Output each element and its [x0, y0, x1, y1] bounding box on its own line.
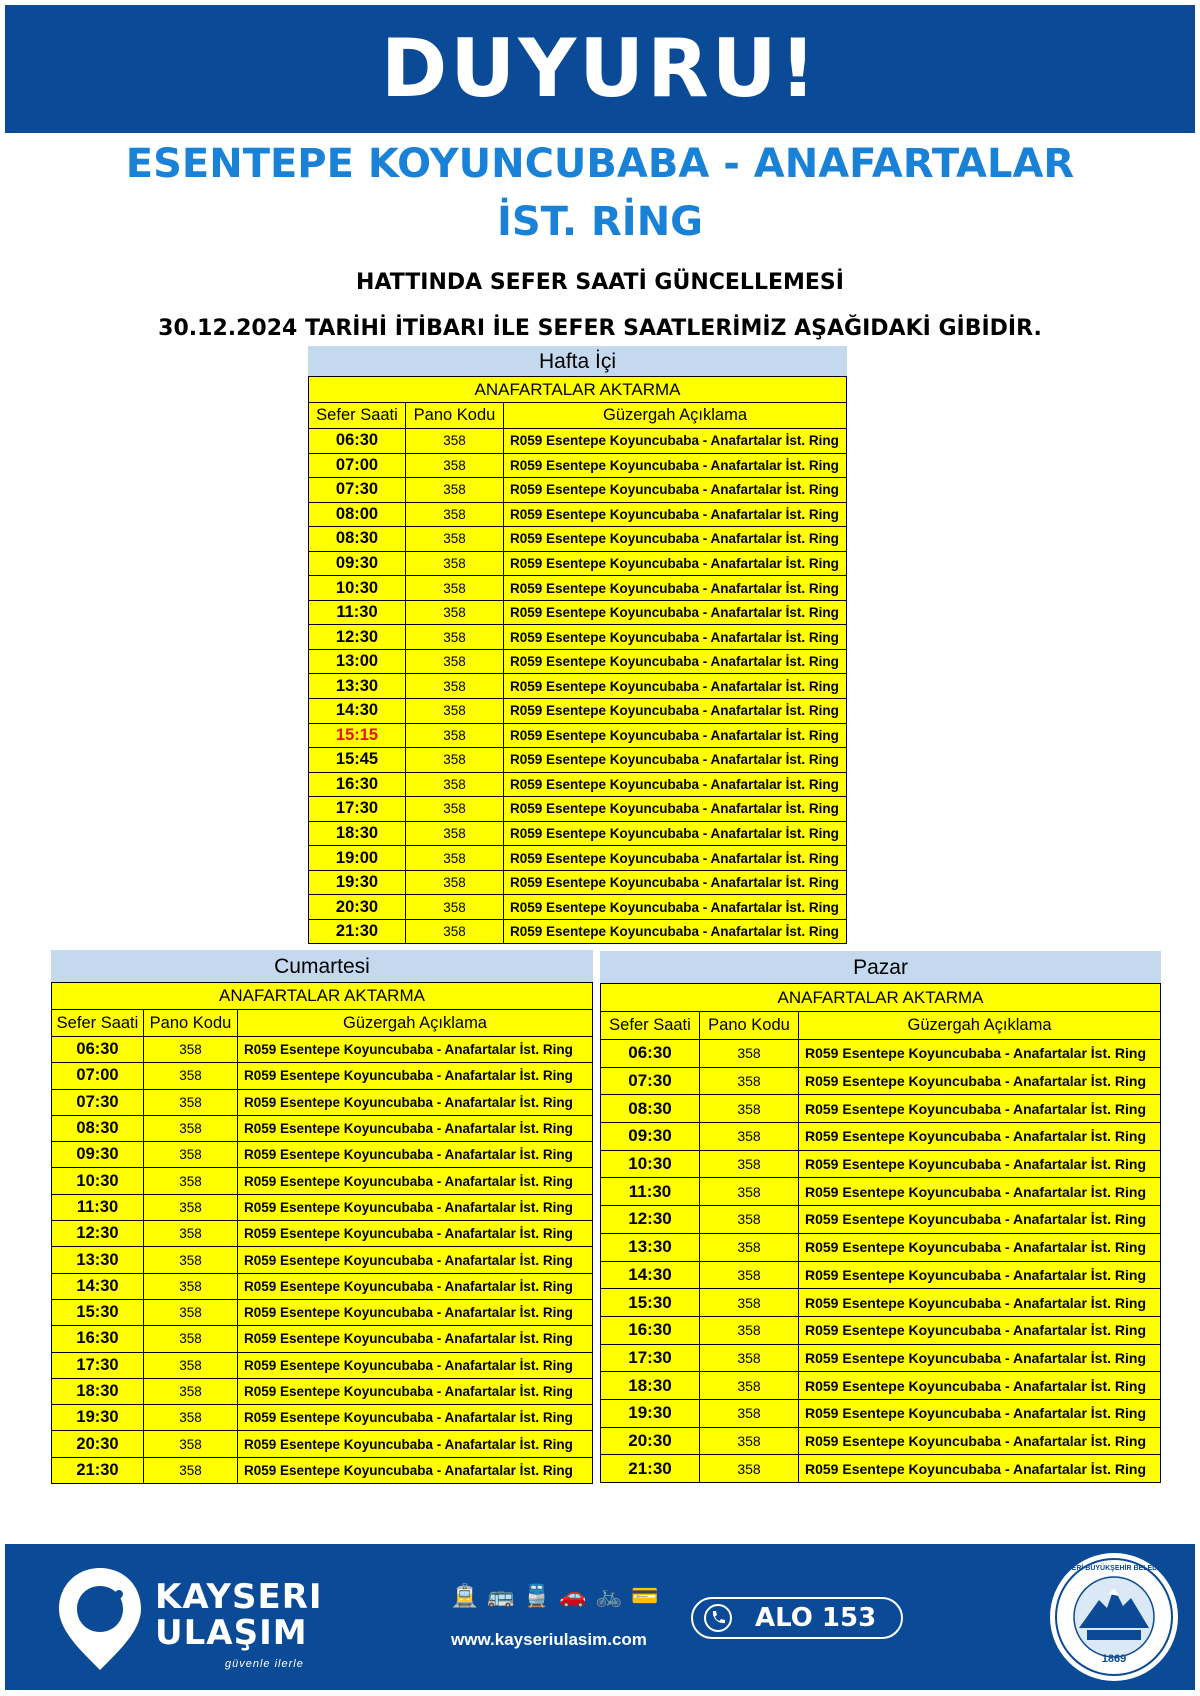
departure-time: 20:30 [52, 1431, 144, 1457]
panel-code: 358 [406, 478, 504, 503]
table-day-title: Hafta İçi [309, 347, 847, 377]
route-description: R059 Esentepe Koyuncubaba - Anafartalar İst. Ring [504, 797, 847, 822]
departure-time: 19:30 [309, 870, 406, 895]
panel-code: 358 [700, 1455, 799, 1483]
panel-code: 358 [406, 895, 504, 920]
table-row [52, 1221, 593, 1247]
panel-code: 358 [144, 1457, 238, 1483]
route-description: R059 Esentepe Koyuncubaba - Anafartalar İst. Ring [799, 1095, 1161, 1123]
weekday-timetable [308, 346, 847, 944]
departure-time: 17:30 [601, 1344, 700, 1372]
route-description: R059 Esentepe Koyuncubaba - Anafartalar İst. Ring [799, 1427, 1161, 1455]
table-row [601, 1316, 1161, 1344]
table-row [309, 551, 847, 576]
route-description: R059 Esentepe Koyuncubaba - Anafartalar İst. Ring [504, 625, 847, 650]
route-description: R059 Esentepe Koyuncubaba - Anafartalar İst. Ring [504, 895, 847, 920]
route-description: R059 Esentepe Koyuncubaba - Anafartalar İst. Ring [504, 576, 847, 601]
departure-time: 16:30 [309, 772, 406, 797]
table-day-title: Cumartesi [52, 951, 593, 983]
saturday-timetable [51, 950, 593, 1484]
departure-time: 07:00 [309, 453, 406, 478]
departure-time: 19:30 [601, 1399, 700, 1427]
panel-code: 358 [700, 1206, 799, 1234]
route-description: R059 Esentepe Koyuncubaba - Anafartalar İst. Ring [504, 723, 847, 748]
departure-time: 09:30 [601, 1123, 700, 1151]
column-header-code: Pano Kodu [406, 403, 504, 429]
route-description: R059 Esentepe Koyuncubaba - Anafartalar İst. Ring [799, 1372, 1161, 1400]
table-row [52, 1352, 593, 1378]
panel-code: 358 [144, 1063, 238, 1089]
route-description: R059 Esentepe Koyuncubaba - Anafartalar İst. Ring [238, 1326, 593, 1352]
route-description: R059 Esentepe Koyuncubaba - Anafartalar İst. Ring [238, 1142, 593, 1168]
departure-time: 13:30 [52, 1247, 144, 1273]
departure-time: 15:30 [601, 1289, 700, 1317]
departure-time: 10:30 [601, 1150, 700, 1178]
route-description: R059 Esentepe Koyuncubaba - Anafartalar İst. Ring [504, 551, 847, 576]
column-header-route: Güzergah Açıklama [504, 403, 847, 429]
table-row [309, 674, 847, 699]
municipality-seal-icon [1047, 1550, 1181, 1684]
departure-time: 07:00 [52, 1063, 144, 1089]
route-description: R059 Esentepe Koyuncubaba - Anafartalar İst. Ring [799, 1123, 1161, 1151]
departure-time: 09:30 [52, 1142, 144, 1168]
panel-code: 358 [144, 1431, 238, 1457]
panel-code: 358 [406, 699, 504, 724]
route-description: R059 Esentepe Koyuncubaba - Anafartalar İst. Ring [238, 1457, 593, 1483]
panel-code: 358 [700, 1178, 799, 1206]
route-title-line1: ESENTEPE KOYUNCUBABA - ANAFARTALAR [125, 141, 1075, 187]
route-description: R059 Esentepe Koyuncubaba - Anafartalar İst. Ring [238, 1247, 593, 1273]
panel-code: 358 [144, 1352, 238, 1378]
route-description: R059 Esentepe Koyuncubaba - Anafartalar İst. Ring [504, 748, 847, 773]
panel-code: 358 [700, 1150, 799, 1178]
route-description: R059 Esentepe Koyuncubaba - Anafartalar İst. Ring [238, 1168, 593, 1194]
departure-time: 19:00 [309, 846, 406, 871]
panel-code: 358 [406, 453, 504, 478]
table-row [52, 1063, 593, 1089]
table-row [309, 699, 847, 724]
seal-text: KAYSERİ BÜYÜKŞEHİR BELEDİYESİ [1052, 1565, 1176, 1572]
table-row [309, 649, 847, 674]
panel-code: 358 [406, 870, 504, 895]
table-row [309, 797, 847, 822]
footer-banner [5, 1544, 1195, 1690]
panel-code: 358 [406, 600, 504, 625]
table-day-title: Pazar [601, 952, 1161, 984]
route-description: R059 Esentepe Koyuncubaba - Anafartalar İst. Ring [799, 1316, 1161, 1344]
departure-time: 08:30 [601, 1095, 700, 1123]
departure-time: 13:30 [601, 1233, 700, 1261]
rail-icon: 🚆 [523, 1583, 551, 1608]
route-description: R059 Esentepe Koyuncubaba - Anafartalar İst. Ring [238, 1221, 593, 1247]
route-description: R059 Esentepe Koyuncubaba - Anafartalar İst. Ring [799, 1399, 1161, 1427]
departure-time: 18:30 [52, 1378, 144, 1404]
departure-time: 15:45 [309, 748, 406, 773]
table-row [601, 1233, 1161, 1261]
column-header-route: Güzergah Açıklama [238, 1010, 593, 1037]
table-row [52, 1115, 593, 1141]
departure-time: 11:30 [601, 1178, 700, 1206]
departure-time: 09:30 [309, 551, 406, 576]
departure-time: 15:15 [309, 723, 406, 748]
table-row [52, 1247, 593, 1273]
panel-code: 358 [144, 1326, 238, 1352]
departure-time: 06:30 [52, 1037, 144, 1063]
table-row [52, 1457, 593, 1483]
column-header-time: Sefer Saati [309, 403, 406, 429]
table-row [52, 1299, 593, 1325]
panel-code: 358 [406, 772, 504, 797]
column-header-code: Pano Kodu [144, 1010, 238, 1037]
departure-time: 10:30 [309, 576, 406, 601]
departure-time: 19:30 [52, 1405, 144, 1431]
panel-code: 358 [406, 502, 504, 527]
route-description: R059 Esentepe Koyuncubaba - Anafartalar İst. Ring [504, 846, 847, 871]
departure-time: 07:30 [309, 478, 406, 503]
table-row [52, 1194, 593, 1220]
departure-time: 14:30 [309, 699, 406, 724]
departure-time: 08:00 [309, 502, 406, 527]
table-row [52, 1378, 593, 1404]
parking-car-icon: 🚗 [559, 1583, 587, 1608]
departure-time: 20:30 [601, 1427, 700, 1455]
hotline-badge[interactable] [691, 1597, 903, 1639]
table-row [309, 870, 847, 895]
departure-time: 07:30 [52, 1089, 144, 1115]
table-stop-title: ANAFARTALAR AKTARMA [52, 983, 593, 1010]
table-row [309, 429, 847, 454]
table-row [309, 723, 847, 748]
panel-code: 358 [700, 1095, 799, 1123]
column-header-time: Sefer Saati [601, 1012, 700, 1040]
route-title-line2: İST. RİNG [496, 199, 703, 245]
table-row [309, 919, 847, 944]
route-description: R059 Esentepe Koyuncubaba - Anafartalar İst. Ring [504, 600, 847, 625]
table-row [309, 846, 847, 871]
panel-code: 358 [700, 1040, 799, 1068]
announcement-title: DUYURU! [380, 22, 820, 115]
table-row [52, 1089, 593, 1115]
panel-code: 358 [700, 1261, 799, 1289]
panel-code: 358 [406, 625, 504, 650]
departure-time: 11:30 [52, 1194, 144, 1220]
panel-code: 358 [700, 1399, 799, 1427]
departure-time: 10:30 [52, 1168, 144, 1194]
table-row [601, 1123, 1161, 1151]
panel-code: 358 [700, 1067, 799, 1095]
route-description: R059 Esentepe Koyuncubaba - Anafartalar İst. Ring [799, 1344, 1161, 1372]
table-row [601, 1150, 1161, 1178]
table-row [601, 1289, 1161, 1317]
location-pin-logo-icon [55, 1564, 145, 1674]
route-description: R059 Esentepe Koyuncubaba - Anafartalar İst. Ring [238, 1273, 593, 1299]
table-row [52, 1037, 593, 1063]
table-row [309, 772, 847, 797]
effective-date-notice: 30.12.2024 TARİHİ İTİBARI İLE SEFER SAATLERİMİZ AŞAĞIDAKİ GİBİDİR. [158, 316, 1042, 341]
panel-code: 358 [144, 1168, 238, 1194]
departure-time: 08:30 [309, 527, 406, 552]
route-description: R059 Esentepe Koyuncubaba - Anafartalar İst. Ring [238, 1299, 593, 1325]
departure-time: 06:30 [309, 429, 406, 454]
table-row [309, 478, 847, 503]
panel-code: 358 [144, 1378, 238, 1404]
route-description: R059 Esentepe Koyuncubaba - Anafartalar İst. Ring [504, 772, 847, 797]
panel-code: 358 [406, 821, 504, 846]
route-description: R059 Esentepe Koyuncubaba - Anafartalar İst. Ring [799, 1206, 1161, 1234]
departure-time: 16:30 [601, 1316, 700, 1344]
route-description: R059 Esentepe Koyuncubaba - Anafartalar İst. Ring [504, 453, 847, 478]
table-stop-title: ANAFARTALAR AKTARMA [601, 984, 1161, 1012]
column-header-route: Güzergah Açıklama [799, 1012, 1161, 1040]
departure-time: 17:30 [309, 797, 406, 822]
table-row [52, 1431, 593, 1457]
table-row [52, 1405, 593, 1431]
route-description: R059 Esentepe Koyuncubaba - Anafartalar İst. Ring [504, 527, 847, 552]
departure-time: 06:30 [601, 1040, 700, 1068]
table-row [601, 1206, 1161, 1234]
tram-icon: 🚊 [451, 1583, 479, 1608]
table-row [309, 576, 847, 601]
route-description: R059 Esentepe Koyuncubaba - Anafartalar İst. Ring [799, 1261, 1161, 1289]
table-row [309, 625, 847, 650]
route-description: R059 Esentepe Koyuncubaba - Anafartalar İst. Ring [799, 1178, 1161, 1206]
table-row [601, 1040, 1161, 1068]
panel-code: 358 [700, 1427, 799, 1455]
panel-code: 358 [144, 1037, 238, 1063]
route-description: R059 Esentepe Koyuncubaba - Anafartalar İst. Ring [504, 699, 847, 724]
departure-time: 16:30 [52, 1326, 144, 1352]
bicycle-icon: 🚲 [595, 1583, 623, 1608]
departure-time: 21:30 [601, 1455, 700, 1483]
route-description: R059 Esentepe Koyuncubaba - Anafartalar İst. Ring [238, 1405, 593, 1431]
panel-code: 358 [700, 1316, 799, 1344]
transport-icons [451, 1582, 659, 1610]
panel-code: 358 [144, 1194, 238, 1220]
panel-code: 358 [406, 429, 504, 454]
route-description: R059 Esentepe Koyuncubaba - Anafartalar İst. Ring [504, 649, 847, 674]
route-description: R059 Esentepe Koyuncubaba - Anafartalar İst. Ring [504, 478, 847, 503]
table-row [52, 1142, 593, 1168]
hotline-number: ALO 153 [755, 1603, 877, 1633]
route-description: R059 Esentepe Koyuncubaba - Anafartalar İst. Ring [799, 1150, 1161, 1178]
panel-code: 358 [406, 551, 504, 576]
departure-time: 17:30 [52, 1352, 144, 1378]
column-header-code: Pano Kodu [700, 1012, 799, 1040]
departure-time: 12:30 [309, 625, 406, 650]
route-description: R059 Esentepe Koyuncubaba - Anafartalar İst. Ring [238, 1431, 593, 1457]
table-row [601, 1095, 1161, 1123]
table-row [601, 1344, 1161, 1372]
brand-name-line2: ULAŞIM [155, 1613, 308, 1653]
panel-code: 358 [406, 846, 504, 871]
route-description: R059 Esentepe Koyuncubaba - Anafartalar İst. Ring [799, 1455, 1161, 1483]
route-description: R059 Esentepe Koyuncubaba - Anafartalar İst. Ring [504, 870, 847, 895]
phone-icon [703, 1603, 733, 1633]
update-subtitle: HATTINDA SEFER SAATİ GÜNCELLEMESİ [356, 270, 844, 295]
route-description: R059 Esentepe Koyuncubaba - Anafartalar İst. Ring [238, 1352, 593, 1378]
departure-time: 07:30 [601, 1067, 700, 1095]
table-row [309, 895, 847, 920]
table-row [309, 600, 847, 625]
table-row [309, 453, 847, 478]
panel-code: 358 [406, 576, 504, 601]
departure-time: 14:30 [601, 1261, 700, 1289]
route-description: R059 Esentepe Koyuncubaba - Anafartalar İst. Ring [799, 1289, 1161, 1317]
panel-code: 358 [406, 748, 504, 773]
departure-time: 12:30 [52, 1221, 144, 1247]
table-row [52, 1168, 593, 1194]
route-description: R059 Esentepe Koyuncubaba - Anafartalar İst. Ring [504, 821, 847, 846]
route-description: R059 Esentepe Koyuncubaba - Anafartalar İst. Ring [799, 1040, 1161, 1068]
route-description: R059 Esentepe Koyuncubaba - Anafartalar İst. Ring [504, 429, 847, 454]
departure-time: 13:00 [309, 649, 406, 674]
panel-code: 358 [144, 1115, 238, 1141]
table-row [309, 821, 847, 846]
card-icon: 💳 [631, 1583, 659, 1608]
panel-code: 358 [700, 1233, 799, 1261]
panel-code: 358 [144, 1221, 238, 1247]
table-row [601, 1261, 1161, 1289]
table-row [309, 527, 847, 552]
table-row [309, 502, 847, 527]
panel-code: 358 [144, 1273, 238, 1299]
seal-year: 1869 [1101, 1653, 1127, 1665]
panel-code: 358 [406, 723, 504, 748]
departure-time: 12:30 [601, 1206, 700, 1234]
table-row [52, 1273, 593, 1299]
table-row [309, 748, 847, 773]
brand-name-line1: KAYSERI [155, 1577, 323, 1617]
route-description: R059 Esentepe Koyuncubaba - Anafartalar İst. Ring [504, 674, 847, 699]
panel-code: 358 [144, 1247, 238, 1273]
departure-time: 15:30 [52, 1299, 144, 1325]
table-row [601, 1067, 1161, 1095]
sunday-timetable [600, 951, 1161, 1483]
bus-icon: 🚌 [487, 1583, 515, 1608]
table-row [601, 1178, 1161, 1206]
route-description: R059 Esentepe Koyuncubaba - Anafartalar İst. Ring [504, 919, 847, 944]
panel-code: 358 [406, 527, 504, 552]
departure-time: 18:30 [309, 821, 406, 846]
departure-time: 11:30 [309, 600, 406, 625]
panel-code: 358 [406, 674, 504, 699]
panel-code: 358 [700, 1344, 799, 1372]
route-description: R059 Esentepe Koyuncubaba - Anafartalar İst. Ring [238, 1037, 593, 1063]
table-row [601, 1372, 1161, 1400]
departure-time: 21:30 [309, 919, 406, 944]
panel-code: 358 [700, 1123, 799, 1151]
panel-code: 358 [144, 1405, 238, 1431]
route-description: R059 Esentepe Koyuncubaba - Anafartalar İst. Ring [504, 502, 847, 527]
departure-time: 13:30 [309, 674, 406, 699]
panel-code: 358 [406, 649, 504, 674]
top-banner [5, 5, 1195, 133]
route-description: R059 Esentepe Koyuncubaba - Anafartalar İst. Ring [799, 1233, 1161, 1261]
panel-code: 358 [700, 1372, 799, 1400]
departure-time: 18:30 [601, 1372, 700, 1400]
route-description: R059 Esentepe Koyuncubaba - Anafartalar İst. Ring [238, 1378, 593, 1404]
panel-code: 358 [144, 1299, 238, 1325]
website-link[interactable]: www.kayseriulasim.com [451, 1630, 647, 1649]
table-stop-title: ANAFARTALAR AKTARMA [309, 377, 847, 403]
departure-time: 20:30 [309, 895, 406, 920]
route-description: R059 Esentepe Koyuncubaba - Anafartalar İst. Ring [238, 1194, 593, 1220]
departure-time: 21:30 [52, 1457, 144, 1483]
panel-code: 358 [144, 1142, 238, 1168]
table-row [52, 1326, 593, 1352]
column-header-time: Sefer Saati [52, 1010, 144, 1037]
route-description: R059 Esentepe Koyuncubaba - Anafartalar İst. Ring [238, 1089, 593, 1115]
route-description: R059 Esentepe Koyuncubaba - Anafartalar İst. Ring [238, 1115, 593, 1141]
brand-slogan: güvenle ilerle [225, 1658, 304, 1670]
route-description: R059 Esentepe Koyuncubaba - Anafartalar İst. Ring [238, 1063, 593, 1089]
route-description: R059 Esentepe Koyuncubaba - Anafartalar İst. Ring [799, 1067, 1161, 1095]
departure-time: 08:30 [52, 1115, 144, 1141]
table-row [601, 1399, 1161, 1427]
panel-code: 358 [144, 1089, 238, 1115]
table-row [601, 1427, 1161, 1455]
panel-code: 358 [406, 797, 504, 822]
panel-code: 358 [700, 1289, 799, 1317]
departure-time: 14:30 [52, 1273, 144, 1299]
table-row [601, 1455, 1161, 1483]
panel-code: 358 [406, 919, 504, 944]
